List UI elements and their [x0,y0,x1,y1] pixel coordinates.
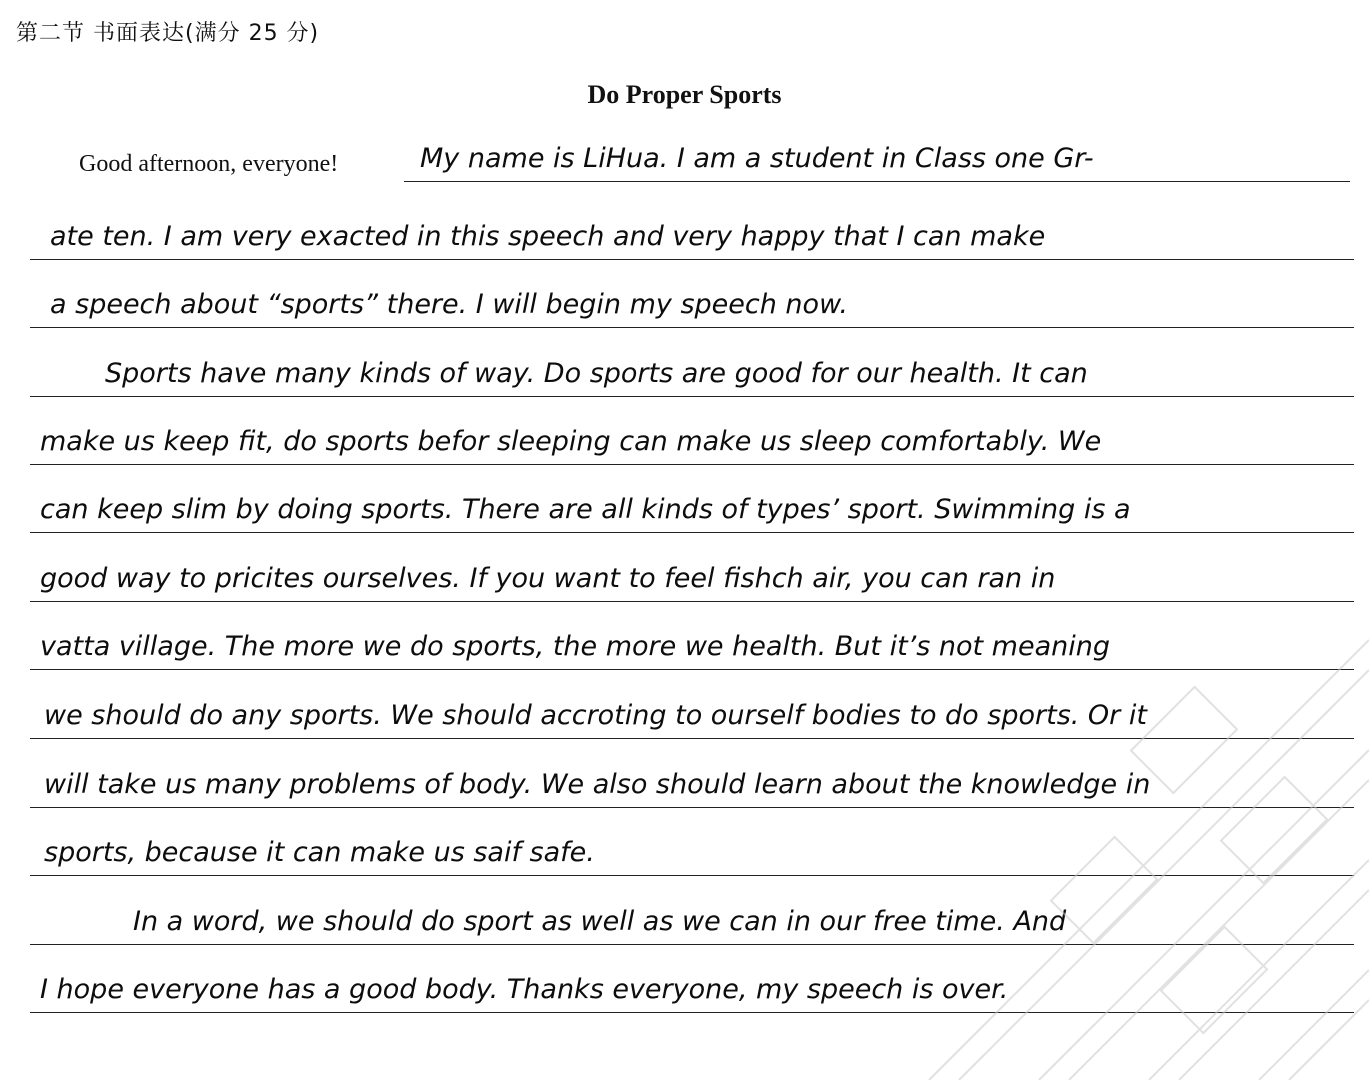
ruled-line [30,259,1354,260]
ruled-line [30,807,1354,808]
ruled-line [30,396,1354,397]
section-heading: 第二节 书面表达(满分 25 分) [16,21,320,46]
essay-title: Do Proper Sports [587,80,782,109]
handwriting-line: will take us many problems of body. We also should learn about the knowledge in [44,769,1151,800]
ruled-line [30,669,1354,670]
handwriting-line: we should do any sports. We should accroting to ourself bodies to do sports. Or it [44,700,1147,731]
ruled-line [30,532,1354,533]
ruled-line [30,464,1354,465]
handwriting-line: In a word, we should do sport as well as we can in our free time. And [133,906,1067,937]
ruled-line [30,875,1354,876]
ruled-line [30,944,1354,945]
handwriting-line: My name is LiHua. I am a student in Class one Gr- [420,143,1094,174]
handwriting-line: can keep slim by doing sports. There are all kinds of types’ sport. Swimming is a [40,494,1131,525]
greeting-prompt: Good afternoon, everyone! [79,151,339,177]
ruled-line [30,738,1354,739]
handwriting-line: sports, because it can make us saif safe. [44,837,595,868]
handwriting-line: a speech about “sports” there. I will begin my speech now. [50,289,849,320]
handwriting-line: make us keep fit, do sports befor sleeping can make us sleep comfortably. We [40,426,1102,457]
handwriting-line: good way to pricites ourselves. If you want to feel fishch air, you can ran in [40,563,1056,594]
handwriting-line: Sports have many kinds of way. Do sports are good for our health. It can [105,358,1088,389]
ruled-line [404,181,1350,182]
ruled-line [30,1012,1354,1013]
handwriting-line: ate ten. I am very exacted in this speech and very happy that I can make [50,221,1046,252]
ruled-line [30,601,1354,602]
handwriting-line: vatta village. The more we do sports, the more we health. But it’s not meaning [40,631,1111,662]
handwriting-line: I hope everyone has a good body. Thanks everyone, my speech is over. [40,974,1009,1005]
ruled-line [30,327,1354,328]
